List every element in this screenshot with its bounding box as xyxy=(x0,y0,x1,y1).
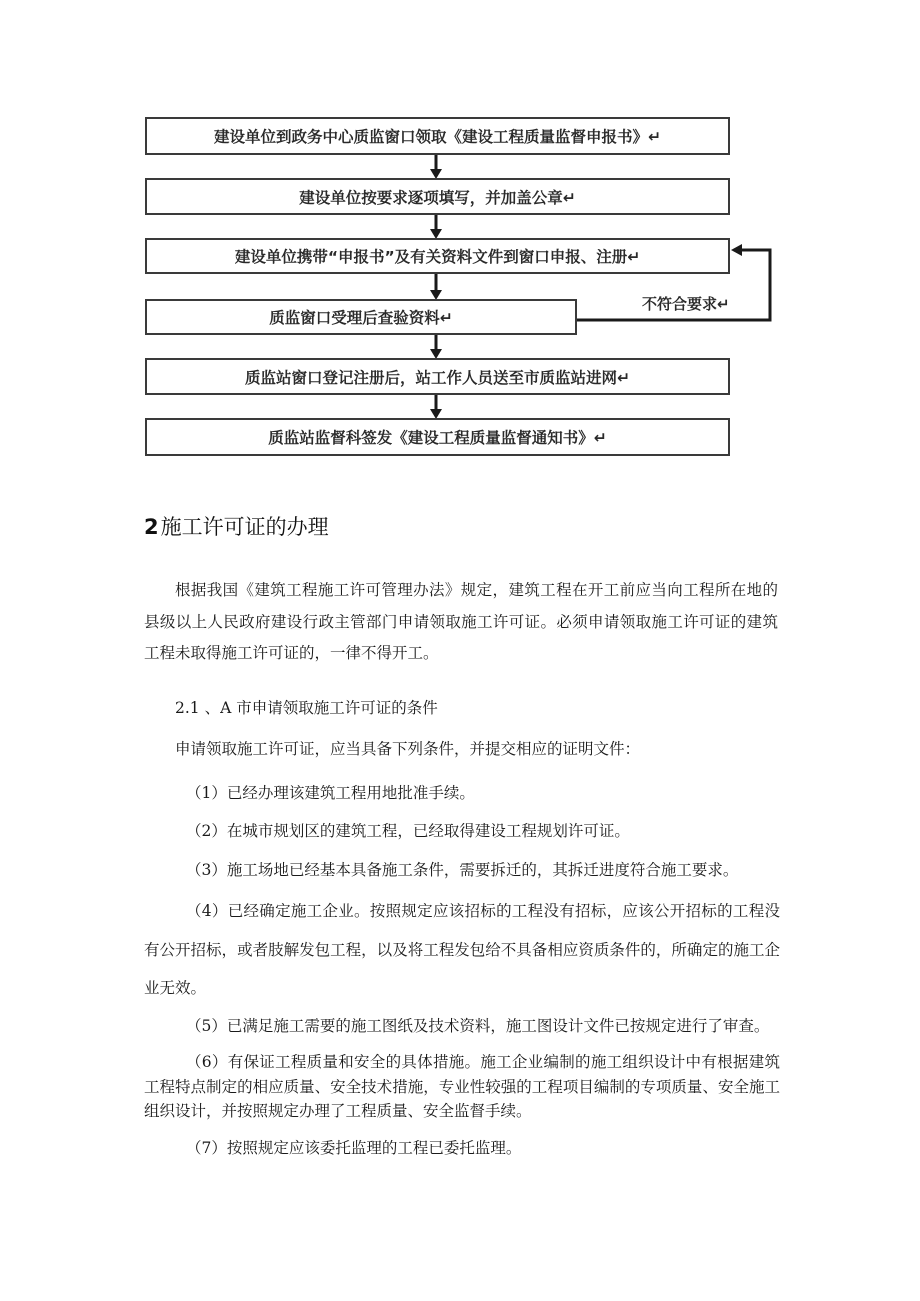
condition-item-6: （6）有保证工程质量和安全的具体措施。施工企业编制的施工组织设计中有根据建筑工程特点制定的相应质量、安全技术措施，专业性较强的工程项目编制的专项质量、安全施工组织设计，并按照规定办理了工程质量、安全监督手续。 xyxy=(144,1053,780,1120)
subsection-heading: 2.1 、A 市申请领取施工许可证的条件 xyxy=(175,699,438,717)
section-heading xyxy=(144,511,329,541)
condition-item-7: （7）按照规定应该委托监理的工程已委托监理。 xyxy=(186,1139,522,1157)
section-number: 2 xyxy=(144,515,159,539)
lead-sentence: 申请领取施工许可证，应当具备下列条件，并提交相应的证明文件： xyxy=(175,740,641,758)
flowchart xyxy=(0,0,920,470)
condition-item-2: （2）在城市规划区的建筑工程，已经取得建设工程规划许可证。 xyxy=(186,822,630,840)
flowchart-connectors xyxy=(0,0,920,470)
section-title: 施工许可证的办理 xyxy=(160,515,329,539)
condition-item-4: （4）已经确定施工企业。按照规定应该招标的工程没有招标，应该公开招标的工程没有公开招标，或者肢解发包工程，以及将工程发包给不具备相应资质条件的，所确定的施工企业无效。 xyxy=(144,902,780,997)
flow-step-1: 建设单位到政务中心质监窗口领取《建设工程质量监督申报书》↵ xyxy=(145,117,730,155)
flow-step-6: 质监站监督科签发《建设工程质量监督通知书》↵ xyxy=(145,418,730,456)
flow-step-4: 质监窗口受理后查验资料↵ xyxy=(145,299,577,335)
condition-item-5: （5）已满足施工需要的施工图纸及技术资料，施工图设计文件已按规定进行了审查。 xyxy=(186,1017,770,1035)
flow-step-5: 质监站窗口登记注册后，站工作人员送至市质监站进网↵ xyxy=(145,358,730,395)
flow-step-3: 建设单位携带“申报书”及有关资料文件到窗口申报、注册↵ xyxy=(145,238,730,274)
intro-paragraph: 根据我国《建筑工程施工许可管理办法》规定，建筑工程在开工前应当向工程所在地的县级以上人民政府建设行政主管部门申请领取施工许可证。必须申请领取施工许可证的建筑工程未取得施工许可证的，一律不得开工。 xyxy=(144,581,778,662)
condition-item-1: （1）已经办理该建筑工程用地批准手续。 xyxy=(186,784,475,802)
flow-feedback-label: 不符合要求↵ xyxy=(642,295,730,313)
flow-step-2: 建设单位按要求逐项填写，并加盖公章↵ xyxy=(145,178,730,215)
condition-item-3: （3）施工场地已经基本具备施工条件，需要拆迁的，其拆迁进度符合施工要求。 xyxy=(186,861,739,879)
